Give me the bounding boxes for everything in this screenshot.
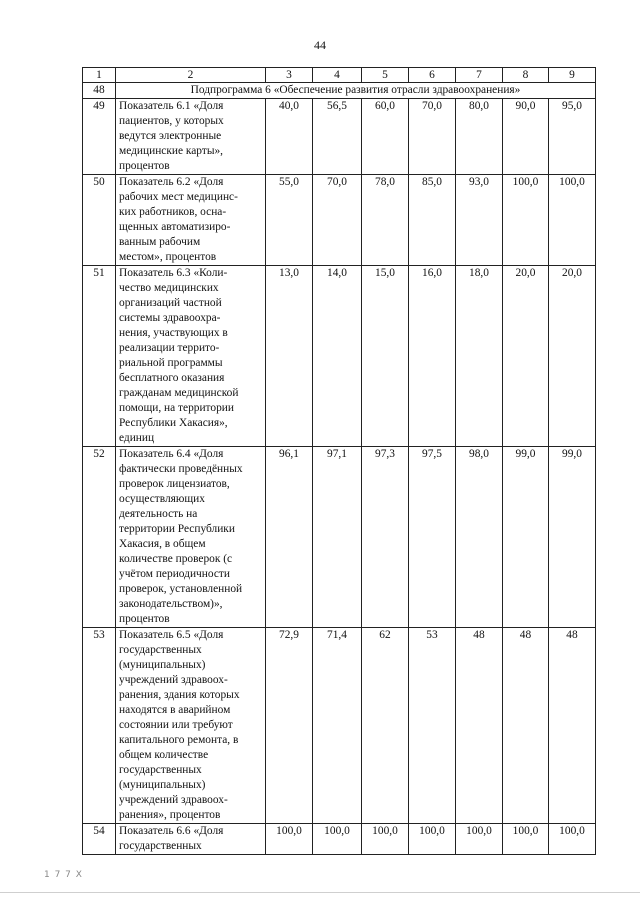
indicator-value: 97,3 xyxy=(362,447,409,628)
indicator-value: 62 xyxy=(362,628,409,824)
subprogram-number: 48 xyxy=(83,83,116,99)
indicator-value: 20,0 xyxy=(549,266,596,447)
indicator-name-line: Показатель 6.2 «Доля xyxy=(119,176,224,188)
indicator-name-line: помощи, на территории xyxy=(119,402,234,414)
indicator-value: 16,0 xyxy=(409,266,456,447)
indicator-value: 99,0 xyxy=(549,447,596,628)
page-number: 44 xyxy=(314,38,326,52)
indicator-value: 97,5 xyxy=(409,447,456,628)
indicator-value: 18,0 xyxy=(456,266,503,447)
indicator-name-line: количестве проверок (с xyxy=(119,553,233,565)
row-number: 54 xyxy=(83,824,116,855)
header-cell: 6 xyxy=(409,68,456,83)
indicator-value: 99,0 xyxy=(503,447,549,628)
indicator-value: 100,0 xyxy=(362,824,409,855)
header-cell: 3 xyxy=(266,68,313,83)
indicator-name-line: ранения, здания которых xyxy=(119,689,240,701)
header-cell: 7 xyxy=(456,68,503,83)
indicator-name-line: общем количестве xyxy=(119,749,209,761)
indicator-name-line: медицинские карты», xyxy=(119,145,224,157)
indicator-name-line: фактически проведённых xyxy=(119,463,243,475)
subprogram-row xyxy=(83,83,596,99)
indicator-value: 48 xyxy=(456,628,503,824)
indicator-name-line: (муниципальных) xyxy=(119,659,206,671)
indicator-value: 40,0 xyxy=(266,99,313,175)
indicator-name-line: учётом периодичности xyxy=(119,568,230,580)
indicator-value: 70,0 xyxy=(313,175,362,266)
indicator-name-line: учреждений здравоох- xyxy=(119,674,228,686)
indicator-name-line: капитального ремонта, в xyxy=(119,734,239,746)
table-row xyxy=(83,824,596,855)
indicator-name-line: ких работников, осна- xyxy=(119,206,227,218)
indicator-name-line: процентов xyxy=(119,613,170,625)
indicator-value: 100,0 xyxy=(409,824,456,855)
table-row xyxy=(83,628,596,824)
indicator-name-line: законодательством)», xyxy=(119,598,223,610)
indicator-name-line: Показатель 6.5 «Доля xyxy=(119,629,224,641)
indicator-name-line: Республики Хакасия», xyxy=(119,417,228,429)
indicator-name-line: Хакасия, в общем xyxy=(119,538,206,550)
row-number: 53 xyxy=(83,628,116,824)
indicator-name xyxy=(116,175,266,266)
indicator-name-line: организаций частной xyxy=(119,297,222,309)
row-number: 51 xyxy=(83,266,116,447)
indicator-value: 100,0 xyxy=(503,175,549,266)
indicator-name-line: Показатель 6.1 «Доля xyxy=(119,100,224,112)
indicator-name-line: рабочих мест медицинс- xyxy=(119,191,238,203)
indicator-name-line: деятельность на xyxy=(119,508,198,520)
indicator-value: 100,0 xyxy=(503,824,549,855)
subprogram-title: Подпрограмма 6 «Обеспечение развития отрасли здравоохранения» xyxy=(116,83,596,99)
indicator-name-line: Показатель 6.6 «Доля xyxy=(119,825,224,837)
indicator-value: 95,0 xyxy=(549,99,596,175)
indicator-value: 13,0 xyxy=(266,266,313,447)
indicator-name xyxy=(116,447,266,628)
indicator-name-line: находятся в аварийном xyxy=(119,704,231,716)
indicator-name-line: ранения», процентов xyxy=(119,809,221,821)
indicator-value: 100,0 xyxy=(549,175,596,266)
row-number: 52 xyxy=(83,447,116,628)
row-number: 49 xyxy=(83,99,116,175)
indicator-name-line: гражданам медицинской xyxy=(119,387,239,399)
indicator-value: 85,0 xyxy=(409,175,456,266)
indicator-value: 90,0 xyxy=(503,99,549,175)
indicator-value: 100,0 xyxy=(456,824,503,855)
indicator-name-line: государственных xyxy=(119,840,202,852)
header-cell: 8 xyxy=(503,68,549,83)
indicator-name-line: территории Республики xyxy=(119,523,235,535)
indicator-value: 53 xyxy=(409,628,456,824)
indicator-name-line: системы здравоохра- xyxy=(119,312,221,324)
header-cell: 1 xyxy=(83,68,116,83)
indicator-value: 15,0 xyxy=(362,266,409,447)
indicator-value: 80,0 xyxy=(456,99,503,175)
indicator-value: 48 xyxy=(503,628,549,824)
indicator-name-line: осуществляющих xyxy=(119,493,205,505)
indicator-name-line: ванным рабочим xyxy=(119,236,201,248)
indicator-name-line: проверок, установленной xyxy=(119,583,243,595)
scan-mark: 1 7 7 X xyxy=(44,870,83,880)
table-row xyxy=(83,99,596,175)
indicator-name-line: чество медицинских xyxy=(119,282,219,294)
header-row xyxy=(83,68,596,83)
indicator-name-line: учреждений здравоох- xyxy=(119,794,228,806)
indicator-value: 100,0 xyxy=(266,824,313,855)
indicator-name-line: проверок лицензиатов, xyxy=(119,478,230,490)
indicator-value: 48 xyxy=(549,628,596,824)
indicator-value: 14,0 xyxy=(313,266,362,447)
page-bottom-edge xyxy=(0,892,640,893)
table-row xyxy=(83,175,596,266)
indicator-name-line: единиц xyxy=(119,432,155,444)
indicator-name-line: нения, участвующих в xyxy=(119,327,228,339)
indicator-name-line: реализации террито- xyxy=(119,342,220,354)
indicator-name-line: местом», процентов xyxy=(119,251,217,263)
indicator-name-line: ведутся электронные xyxy=(119,130,222,142)
indicator-value: 78,0 xyxy=(362,175,409,266)
indicator-name xyxy=(116,628,266,824)
header-cell: 5 xyxy=(362,68,409,83)
indicator-value: 71,4 xyxy=(313,628,362,824)
row-number: 50 xyxy=(83,175,116,266)
indicator-value: 97,1 xyxy=(313,447,362,628)
indicator-name-line: щенных автоматизиро- xyxy=(119,221,231,233)
indicators-table xyxy=(82,67,596,855)
indicator-name-line: процентов xyxy=(119,160,170,172)
indicator-value: 20,0 xyxy=(503,266,549,447)
indicator-value: 100,0 xyxy=(549,824,596,855)
indicator-name-line: бесплатного оказания xyxy=(119,372,225,384)
indicator-name xyxy=(116,99,266,175)
indicator-value: 70,0 xyxy=(409,99,456,175)
indicator-name-line: Показатель 6.3 «Коли- xyxy=(119,267,228,279)
indicator-name-line: государственных xyxy=(119,644,202,656)
indicator-name-line: (муниципальных) xyxy=(119,779,206,791)
header-cell: 2 xyxy=(116,68,266,83)
indicator-value: 93,0 xyxy=(456,175,503,266)
indicator-name-line: состоянии или требуют xyxy=(119,719,233,731)
indicator-value: 55,0 xyxy=(266,175,313,266)
indicator-name-line: Показатель 6.4 «Доля xyxy=(119,448,224,460)
indicator-value: 72,9 xyxy=(266,628,313,824)
indicator-value: 60,0 xyxy=(362,99,409,175)
indicator-value: 56,5 xyxy=(313,99,362,175)
indicator-value: 96,1 xyxy=(266,447,313,628)
header-cell: 4 xyxy=(313,68,362,83)
indicator-name-line: риальной программы xyxy=(119,357,223,369)
indicator-value: 100,0 xyxy=(313,824,362,855)
indicator-name-line: пациентов, у которых xyxy=(119,115,224,127)
table-row xyxy=(83,447,596,628)
header-cell: 9 xyxy=(549,68,596,83)
indicator-value: 98,0 xyxy=(456,447,503,628)
indicator-name xyxy=(116,266,266,447)
indicator-name xyxy=(116,824,266,855)
indicator-name-line: государственных xyxy=(119,764,202,776)
table-row xyxy=(83,266,596,447)
